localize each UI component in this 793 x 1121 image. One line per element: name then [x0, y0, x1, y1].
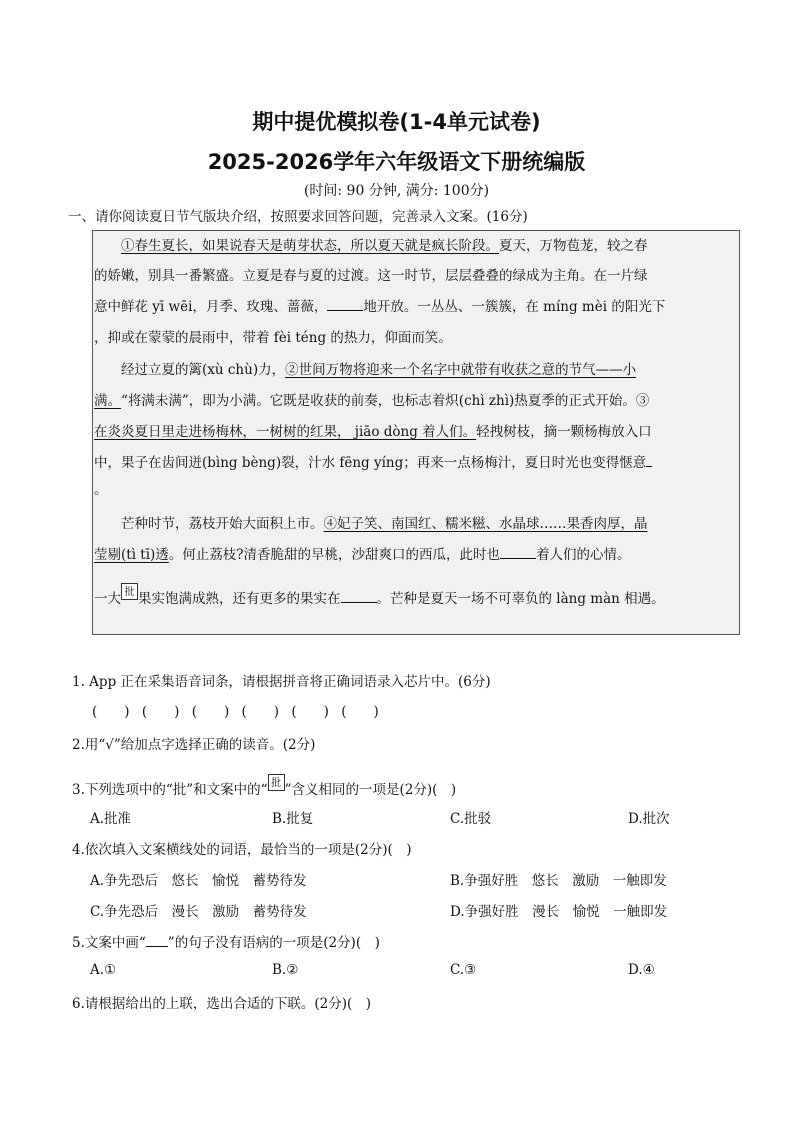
- q4-option-c[interactable]: C.争先恐后 漫长 激励 蓄势待发: [90, 904, 307, 920]
- q4-option-a[interactable]: A.争先恐后 悠长 愉悦 蓄势待发: [90, 873, 307, 889]
- underlined-sentence-1: ①春生夏长，如果说春天是萌芽状态，所以夏天就是疯长阶段。: [121, 238, 499, 254]
- underline-sample: [146, 934, 168, 947]
- reading-passage-box: [92, 230, 740, 635]
- passage-line: 一大 批 果实饱满成熟，还有更多的果实在 。芒种是夏天一场不可辜负的 làng màn 相遇。: [94, 583, 665, 608]
- passage-line: 在炎炎夏日里走进杨梅林，一树树的红果， jiāo dòng 着人们。轻拽树枝，摘一颗杨梅放入口: [94, 424, 652, 440]
- underlined-sentence-2: ②世间万物将迎来一个名字中就带有收获之意的节气——小: [285, 362, 637, 378]
- q4-option-d[interactable]: D.争强好胜 漫长 愉悦 一触即发: [450, 904, 668, 920]
- q3-option-d[interactable]: D.批次: [628, 811, 670, 827]
- question-5: 5.文案中画“ ”的句子没有语病的一项是(2分)( ): [72, 935, 380, 951]
- fill-blank-2[interactable]: [500, 546, 536, 559]
- passage-line: 经过立夏的篱(xù chù)力，②世间万物将迎来一个名字中就带有收获之意的节气——小: [94, 362, 637, 378]
- boxed-character-pi: 批: [121, 583, 138, 600]
- underlined-sentence-3: 在炎炎夏日里走进杨梅林，一树树的红果， jiāo dòng 着人们。: [94, 424, 477, 440]
- answer-parens-row: [92, 700, 387, 720]
- exam-time-score: (时间: 90 分钟, 满分: 100分): [303, 183, 490, 199]
- passage-line: 芒种时节，荔枝开始大面积上市。④妃子笑、南国红、糯米糍、水晶球……果香肉厚，晶: [94, 516, 648, 532]
- q5-option-d[interactable]: D.④: [628, 962, 655, 978]
- q5-option-a[interactable]: A.①: [90, 962, 117, 978]
- passage-line: 的娇嫩，别具一番繁盛。立夏是春与夏的过渡。这一时节，层层叠叠的绿成为主角。在一片绿: [94, 268, 648, 284]
- answer-paren[interactable]: ( ): [92, 704, 130, 720]
- boxed-character-pi: 批: [268, 774, 285, 791]
- q3-option-c[interactable]: C.批驳: [450, 811, 492, 827]
- question-1: 1. App 正在采集语音词条，请根据拼音将正确词语录入芯片中。(6分): [72, 674, 491, 690]
- q5-option-b[interactable]: B.②: [272, 962, 299, 978]
- passage-line: ①春生夏长，如果说春天是萌芽状态，所以夏天就是疯长阶段。夏天，万物苞茏，较之春: [121, 238, 648, 254]
- passage-line: 莹剔(tì tī)透。何止荔枝?清香脆甜的早桃，沙甜爽口的西瓜，此时也 着人们的心情。: [94, 547, 631, 563]
- q3-option-a[interactable]: A.批准: [90, 811, 132, 827]
- section-one-heading: 一、请你阅读夏日节气版块介绍，按照要求回答问题，完善录入文案。(16分): [68, 209, 528, 225]
- question-2: 2.用“√”给加点字选择正确的读音。(2分): [72, 737, 316, 753]
- answer-paren[interactable]: ( ): [141, 704, 180, 720]
- passage-line: ，抑或在蒙蒙的晨雨中，带着 fèi téng 的热力，仰面而笑。: [94, 330, 452, 346]
- q3-option-b[interactable]: B.批复: [272, 811, 314, 827]
- answer-paren[interactable]: ( ): [341, 704, 379, 720]
- passage-line: 中，果子在齿间迸(bìng bèng)裂，汁水 fēng yíng；再来一点杨梅汁，夏日时光也变得惬意: [94, 454, 652, 472]
- q5-option-c[interactable]: C.③: [450, 962, 477, 978]
- question-4: 4.依次填入文案横线处的词语，最恰当的一项是(2分)( ): [72, 842, 412, 858]
- answer-paren[interactable]: ( ): [241, 704, 280, 720]
- fill-blank-1[interactable]: [327, 298, 363, 311]
- q4-option-b[interactable]: B.争强好胜 悠长 激励 一触即发: [450, 873, 667, 889]
- passage-line: 满。“将满未满”，即为小满。它既是收获的前奏，也标志着炽(chì zhì)热夏季的正式开始。③: [94, 393, 650, 409]
- underlined-sentence-4: ④妃子笑、南国红、糯米糍、水晶球……果香肉厚，晶: [323, 516, 648, 532]
- answer-paren[interactable]: ( ): [291, 704, 329, 720]
- exam-title: 期中提优模拟卷(1-4单元试卷): [252, 110, 541, 134]
- question-6: 6.请根据给出的上联，选出合适的下联。(2分)( ): [72, 996, 372, 1012]
- passage-line: 。: [94, 482, 108, 498]
- passage-line: 意中鲜花 yī wēi，月季、玫瑰、蔷薇， 地开放。一丛丛、一簇簇，在 míng mèi 的阳光下: [94, 299, 666, 315]
- exam-subtitle-grade: 2025-2026学年六年级语文下册统编版: [207, 150, 586, 174]
- fill-blank-3[interactable]: [341, 590, 377, 603]
- answer-paren[interactable]: ( ): [191, 704, 230, 720]
- question-3: 3.下列选项中的“批”和文案中的“ 批 ”含义相同的一项是(2分)( ): [72, 774, 456, 798]
